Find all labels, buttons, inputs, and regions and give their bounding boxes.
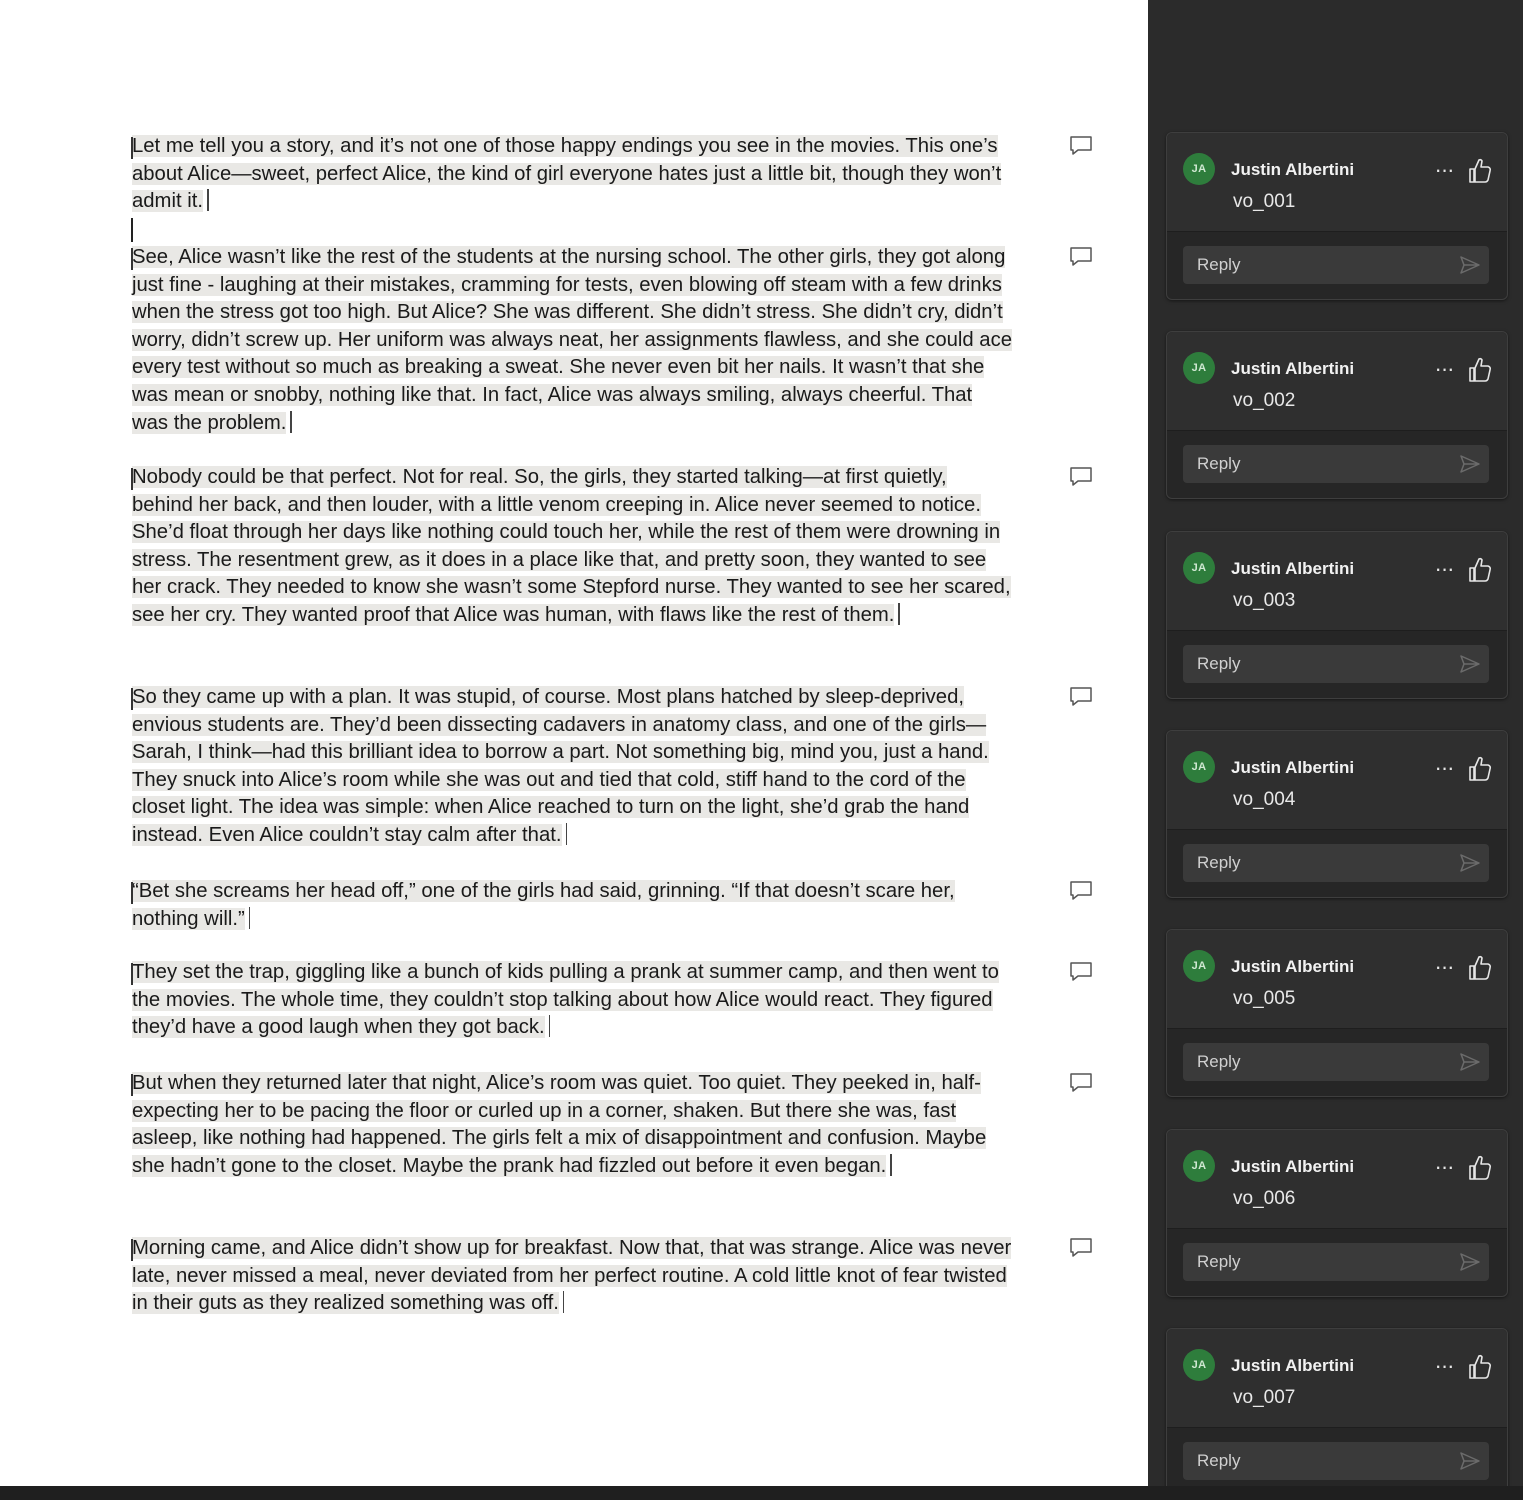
reply-placeholder: Reply (1197, 1451, 1241, 1470)
more-options-icon[interactable]: ··· (1434, 1154, 1454, 1179)
reply-input[interactable] (1183, 1243, 1489, 1281)
comment-author: Justin Albertini (1231, 1356, 1355, 1375)
comment-text: vo_003 (1233, 590, 1296, 611)
comment-header (1167, 332, 1507, 431)
more-options-icon[interactable]: ··· (1434, 556, 1454, 581)
more-options-icon[interactable]: ··· (1434, 157, 1454, 182)
comment-icon[interactable] (1069, 1237, 1093, 1259)
comment-header (1167, 532, 1507, 631)
comment-header (1167, 930, 1507, 1029)
comment-header (1167, 1130, 1507, 1229)
avatar: JA (1183, 751, 1215, 783)
comment-author: Justin Albertini (1231, 758, 1355, 777)
reply-input[interactable] (1183, 645, 1489, 683)
send-icon[interactable] (1459, 1451, 1481, 1471)
like-icon[interactable] (1467, 755, 1493, 783)
like-icon[interactable] (1467, 556, 1493, 584)
comment-text: vo_004 (1233, 789, 1296, 810)
comment-icon[interactable] (1069, 686, 1093, 708)
comment-author: Justin Albertini (1231, 957, 1355, 976)
bottom-bar (0, 1486, 1523, 1500)
comment-header (1167, 1329, 1507, 1428)
paragraph-4[interactable]: So they came up with a plan. It was stupid, of course. Most plans hatched by sleep-deprived, envious students are. They’d been dissecting cadavers in anatomy class, and one of the girls—Sarah, I think—had this brilliant idea to borrow a part. Not something big, mind you, just a hand. They snuck into Alice’s room while she was out and tied that cold, stiff hand to the cord of the closet light. The idea was simple: when Alice reached to turn on the light, she’d grab the hand instead. Even Alice couldn’t stay calm after that. (132, 684, 1012, 850)
comment-text: vo_005 (1233, 988, 1296, 1009)
paragraph-5[interactable]: “Bet she screams her head off,” one of the girls had said, grinning. “If that doesn’t scare her, nothing will.” (132, 878, 1012, 933)
avatar: JA (1183, 1150, 1215, 1182)
comment-icon[interactable] (1069, 961, 1093, 983)
comment-card[interactable] (1166, 929, 1508, 1097)
more-options-icon[interactable]: ··· (1434, 1353, 1454, 1378)
reply-input[interactable] (1183, 1043, 1489, 1081)
avatar: JA (1183, 950, 1215, 982)
send-icon[interactable] (1459, 853, 1481, 873)
paragraph-3[interactable]: Nobody could be that perfect. Not for real. So, the girls, they started talking—at first quietly, behind her back, and then louder, with a little venom creeping in. Alice never seemed to notice. She’d float through her days like nothing could touch her, while the rest of them were drowning in stress. The resentment grew, as it does in a place like that, and pretty soon, they wanted to see her crack. They needed to know she wasn’t some Stepford nurse. They wanted to see her scared, see her cry. They wanted proof that Alice was human, with flaws like the rest of them. (132, 464, 1012, 630)
like-icon[interactable] (1467, 1154, 1493, 1182)
comment-text: vo_001 (1233, 191, 1296, 212)
reply-input[interactable] (1183, 246, 1489, 284)
avatar: JA (1183, 552, 1215, 584)
comment-text: vo_002 (1233, 390, 1296, 411)
more-options-icon[interactable]: ··· (1434, 954, 1454, 979)
comment-text: vo_006 (1233, 1188, 1296, 1209)
reply-placeholder: Reply (1197, 454, 1241, 473)
avatar: JA (1183, 153, 1215, 185)
empty-line-cursor (131, 218, 133, 242)
comment-card[interactable] (1166, 331, 1508, 499)
paragraph-6[interactable]: They set the trap, giggling like a bunch of kids pulling a prank at summer camp, and then went to the movies. The whole time, they couldn’t stop talking about how Alice would react. They figured they’d have a good laugh when they got back. (132, 959, 1012, 1042)
reply-input[interactable] (1183, 445, 1489, 483)
send-icon[interactable] (1459, 454, 1481, 474)
comment-card[interactable] (1166, 1328, 1508, 1486)
comment-text: vo_007 (1233, 1387, 1296, 1408)
reply-input[interactable] (1183, 1442, 1489, 1480)
comment-icon[interactable] (1069, 135, 1093, 157)
comment-author: Justin Albertini (1231, 559, 1355, 578)
reply-placeholder: Reply (1197, 1252, 1241, 1271)
paragraph-1[interactable]: Let me tell you a story, and it’s not one of those happy endings you see in the movies. This one’s about Alice—sweet, perfect Alice, the kind of girl everyone hates just a little bit, though they won’t admit it. (132, 133, 1012, 216)
send-icon[interactable] (1459, 654, 1481, 674)
comments-pane (1148, 0, 1523, 1486)
comment-icon[interactable] (1069, 246, 1093, 268)
comment-icon[interactable] (1069, 880, 1093, 902)
comment-card[interactable] (1166, 132, 1508, 300)
comment-icon[interactable] (1069, 466, 1093, 488)
comment-header (1167, 133, 1507, 232)
reply-placeholder: Reply (1197, 255, 1241, 274)
comment-author: Justin Albertini (1231, 359, 1355, 378)
like-icon[interactable] (1467, 1353, 1493, 1381)
comment-author: Justin Albertini (1231, 160, 1355, 179)
comment-author: Justin Albertini (1231, 1157, 1355, 1176)
comment-card[interactable] (1166, 1129, 1508, 1297)
comment-header (1167, 731, 1507, 830)
reply-input[interactable] (1183, 844, 1489, 882)
more-options-icon[interactable]: ··· (1434, 356, 1454, 381)
send-icon[interactable] (1459, 1052, 1481, 1072)
send-icon[interactable] (1459, 255, 1481, 275)
like-icon[interactable] (1467, 954, 1493, 982)
comment-icon[interactable] (1069, 1072, 1093, 1094)
comment-card[interactable] (1166, 531, 1508, 699)
like-icon[interactable] (1467, 356, 1493, 384)
avatar: JA (1183, 1349, 1215, 1381)
like-icon[interactable] (1467, 157, 1493, 185)
reply-placeholder: Reply (1197, 654, 1241, 673)
comment-card[interactable] (1166, 730, 1508, 898)
paragraph-8[interactable]: Morning came, and Alice didn’t show up for breakfast. Now that, that was strange. Alice was never late, never missed a meal, never deviated from her perfect routine. A cold little knot of fear twisted in their guts as they realized something was off. (132, 1235, 1012, 1318)
paragraph-2[interactable]: See, Alice wasn’t like the rest of the students at the nursing school. The other girls, they got along just fine - laughing at their mistakes, cramming for tests, even blowing off steam with a few drinks when the stress got too high. But Alice? She was different. She didn’t stress. She didn’t cry, didn’t worry, didn’t screw up. Her uniform was always neat, her assignments flawless, and she could ace every test without so much as breaking a sweat. She never even bit her nails. It wasn’t that she was mean or snobby, nothing like that. In fact, Alice was always smiling, always cheerful. That was the problem. (132, 244, 1012, 437)
reply-placeholder: Reply (1197, 853, 1241, 872)
reply-placeholder: Reply (1197, 1052, 1241, 1071)
send-icon[interactable] (1459, 1252, 1481, 1272)
avatar: JA (1183, 352, 1215, 384)
more-options-icon[interactable]: ··· (1434, 755, 1454, 780)
paragraph-7[interactable]: But when they returned later that night, Alice’s room was quiet. Too quiet. They peeked in, half-expecting her to be pacing the floor or curled up in a corner, shaken. But there she was, fast asleep, like nothing had happened. The girls felt a mix of disappointment and confusion. Maybe she hadn’t gone to the closet. Maybe the prank had fizzled out before it even began. (132, 1070, 1012, 1180)
